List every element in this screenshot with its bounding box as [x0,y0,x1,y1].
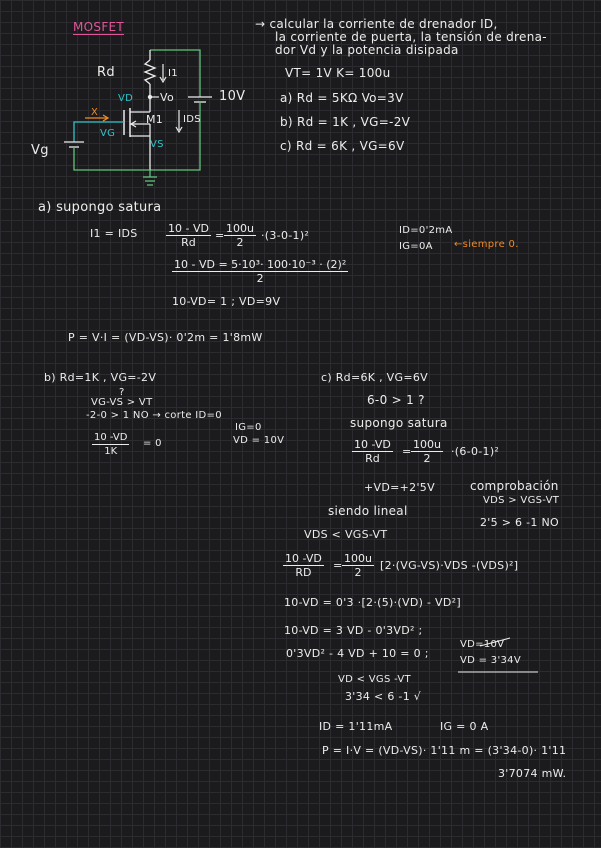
part-b-q: ? [119,387,125,398]
part-c-lin-eq: = [333,559,343,572]
task-case-c: c) Rd = 6K , VG=6V [280,139,405,153]
part-a-frac-2: $\frac{100u}{2}$ [226,222,254,249]
part-c-check: 6-0 > 1 ? [367,393,425,407]
part-a-eq1-lhs: I1 = IDS [90,227,138,240]
part-a-eq3: 10-VD= 1 ; VD=9V [172,295,281,308]
part-a-eq1-rest: ·(3-0-1)² [261,229,310,242]
vd-label: VD [118,93,134,104]
part-c-lin-cond: VDS < VGS-VT [304,528,388,541]
part-c-l2: 10-VD = 0'3 ·[2·(5)·(VD) - VD²] [284,596,461,609]
part-c-heading: c) Rd=6K , VG=6V [321,371,428,384]
part-a-heading: a) supongo satura [38,200,162,215]
part-c-lin-rest: [2·(VG-VS)·VDS -(VDS)²] [380,559,519,572]
part-a-id: ID=0'2mA [399,225,453,236]
part-a-eq2: $\frac{\text{10 - VD = 5·10³· 100·10⁻³ · (2)²}}{2}$ [174,258,347,285]
part-c-comprob-cond: VDS > VGS-VT [483,495,560,506]
part-a-ig: IG=0A [399,241,433,252]
part-a-note: ←siempre 0. [454,239,519,250]
part-c-power: P = I·V = (VD-VS)· 1'11 m = (3'34-0)· 1'11 [322,744,567,757]
task-case-a: a) Rd = 5KΩ Vo=3V [280,91,404,105]
part-b-heading: b) Rd=1K , VG=-2V [44,371,157,384]
part-c-lin-frac-2: $\frac{100u}{2}$ [344,552,372,579]
part-b-frac-rhs: = 0 [143,438,162,449]
part-c-frac-1: $\frac{10 -VD}{Rd}$ [354,438,391,465]
part-c-eq: = [402,445,412,458]
supply-label: 10V [219,89,246,104]
part-c-lineal: siendo lineal [328,504,408,518]
rd-label: Rd [97,65,115,80]
task-case-b: b) Rd = 1K , VG=-2V [280,115,411,129]
part-c-root-1: VD=10V [460,639,505,650]
part-c-l4: 0'3VD² - 4 VD + 10 = 0 ; [286,647,429,660]
vg-source-label: Vg [31,143,49,158]
task-line-3: dor Vd y la potencia disipada [275,43,459,57]
part-c-root-2: VD = 3'34V [460,655,521,666]
part-a-frac-1: $\frac{10 - VD}{Rd}$ [168,222,209,249]
vs-label: VS [150,139,164,150]
part-a-eq1-eq: = [215,229,225,242]
i1-label: I1 [168,68,178,79]
vo-label: Vo [160,91,175,104]
part-c-vd-result: +VD=+2'5V [364,481,435,494]
page-title: MOSFET [73,20,125,34]
part-c-power-result: 3'7074 mW. [498,767,567,780]
part-c-vcheck-2: 3'34 < 6 -1 √ [345,690,422,703]
task-params: VT= 1V K= 100u [285,66,391,80]
part-c-lin-frac-1: $\frac{10 -VD}{RD}$ [285,552,322,579]
part-b-frac: $\frac{10 -VD}{1K}$ [94,432,128,457]
x-label: X [91,107,99,118]
part-c-ig: IG = 0 A [440,720,489,733]
part-c-rest: ·(6-0-1)² [451,445,500,458]
part-c-id: ID = 1'11mA [319,720,393,733]
part-c-vcheck-1: VD < VGS -VT [338,674,411,685]
task-line-1: → calcular la corriente de drenador ID, [255,17,498,31]
m1-label: M1 [146,113,164,126]
task-line-2: la corriente de puerta, la tensión de drena- [275,30,547,44]
part-b-ig: IG=0 [235,422,262,433]
part-b-cond: VG-VS > VT [91,397,153,408]
ids-label: IDS [183,114,201,125]
part-a-power: P = V·I = (VD-VS)· 0'2m = 1'8mW [68,331,263,344]
part-c-assume: supongo satura [350,416,448,430]
part-c-l3: 10-VD = 3 VD - 0'3VD² ; [284,624,423,637]
part-b-check: -2-0 > 1 NO → corte ID=0 [86,410,222,421]
part-c-comprob-check: 2'5 > 6 -1 NO [480,516,559,529]
part-b-vd: VD = 10V [233,435,285,446]
vg-node-label: VG [100,128,116,139]
part-c-comprob: comprobación [470,479,559,493]
part-c-frac-2: $\frac{100u}{2}$ [413,438,441,465]
